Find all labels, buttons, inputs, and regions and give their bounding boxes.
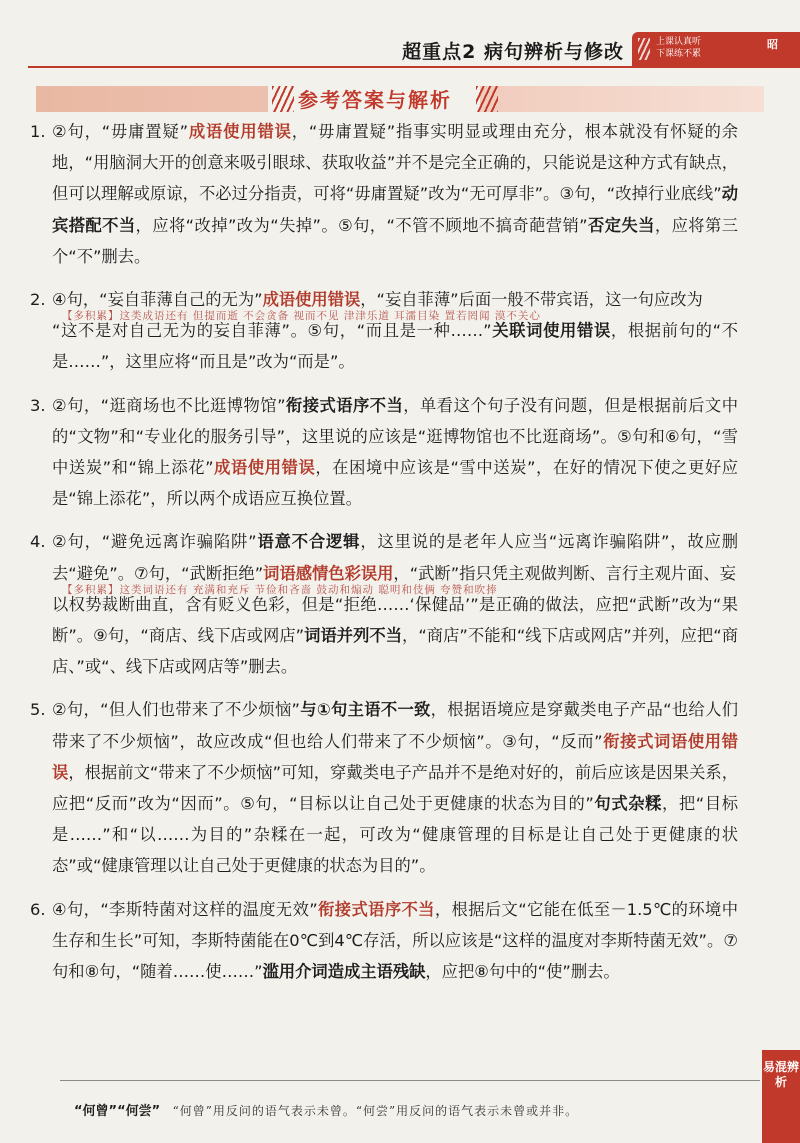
- answer-text: ②句，“毋庸置疑”: [52, 122, 189, 141]
- tag-slogan: [656, 36, 701, 60]
- side-tab: 易混辨析: [762, 1050, 800, 1143]
- answer-text: ，根据后文“它能在低至－1.5℃的环境中生存和生长”可知，李斯特菌能在0℃到4℃存活，所以应该是“这样的温度对李斯特菌无效”。⑦句和⑧句，“随着……使……”: [52, 899, 738, 982]
- error-type-label: 衔接式语序不当: [285, 395, 404, 415]
- section-title: 参考答案与解析: [298, 88, 452, 112]
- footer-term-2: “何尝”: [117, 1104, 161, 1119]
- error-type-highlight: 词语感情色彩误用: [263, 563, 394, 583]
- error-type-highlight: 成语使用错误: [262, 290, 361, 310]
- header-divider: [28, 66, 800, 68]
- slash-left-decoration: [272, 86, 294, 112]
- answer-number: 6.: [30, 899, 46, 919]
- answer-item: [30, 390, 738, 515]
- answer-text: ，“商店”不能和“线下店或网店”并列，应把“商店、”或“、线下店或网店等”删去。: [52, 626, 738, 677]
- answer-text: ，“毋庸置疑”指事实明显或理由充分，根本就没有怀疑的余地，“用脑洞大开的创意来吸引眼球、获取收益”并不是完全正确的，只能说是这种方式有缺点，但可以理解或原谅，不必过分指责，可将“毋庸置疑”改为“无可厚非”。③句，“改掉行业底线”: [52, 122, 738, 204]
- answer-text: ④句，“李斯特菌对这样的温度无效”: [52, 899, 318, 919]
- tag-line-2: 下课练不累: [656, 49, 702, 59]
- answer-text: ，把“目标是……”和“以……为目的”杂糅在一起，可改为“健康管理的目标是让自己处于更健康的状态”或“健康管理以让自己处于更健康的状态为目的”。: [52, 794, 738, 876]
- footer-handwritten-note: “何曾”用反问的语气表示未曾。“何尝”用反问的语气表示未曾或并非。: [172, 1104, 579, 1118]
- error-type-label: 滥用介词造成主语残缺: [262, 962, 426, 982]
- answer-item: [30, 894, 738, 988]
- answer-number: 1.: [30, 122, 46, 141]
- answer-number: 4.: [30, 532, 46, 552]
- answer-number: 2.: [30, 290, 46, 310]
- error-type-label: 词语并列不当: [304, 626, 403, 646]
- handwritten-note: 【多积累】这类词语还有 充满和充斥 节俭和吝啬 鼓动和煽动 聪明和伎俩 夸赞和吹捧: [62, 583, 498, 596]
- answer-text: ，根据前文“带来了不少烦恼”可知，穿戴类电子产品并不是绝对好的，前后应该是因果关系，应把“反而”改为“因而”。⑤句，“目标以让自己处于更健康的状态为目的”: [52, 762, 738, 814]
- answer-text: 以权势裁断曲直，含有贬义色彩，但是“拒绝……‘保健品’”是正确的做法，应把“武断”改为“果断”。⑨句，“商店、线下店或网店”: [52, 594, 738, 646]
- answer-item: [30, 284, 738, 378]
- answer-text: “这不是对自己无为的妄自菲薄”。⑤句，“而且是一种……”: [52, 321, 492, 341]
- stripe-decoration: [638, 38, 650, 60]
- error-type-label: 与①句主语不一致: [299, 700, 431, 720]
- answer-text: ，应把⑧句中的“使”删去。: [425, 962, 620, 982]
- chapter-title: 超重点2 病句辨析与修改: [402, 41, 624, 63]
- answer-list: [30, 116, 738, 987]
- publisher-logo-icon: 昭: [767, 38, 778, 51]
- answer-number: 5.: [30, 700, 46, 720]
- error-type-highlight: 成语使用错误: [213, 458, 316, 478]
- chapter-tag: [632, 32, 800, 66]
- footer-term-1: “何曾”: [74, 1104, 118, 1119]
- answer-item: [30, 694, 738, 881]
- error-type-label: 否定失当: [587, 215, 655, 235]
- answer-text: ，“妄自菲薄”后面一般不带宾语，这一句应改为: [360, 290, 703, 310]
- tag-line-1: 上课认真听: [656, 37, 702, 47]
- answer-item: [30, 116, 738, 272]
- answer-text: ，根据语境应是穿戴类电子产品“也给人们带来了不少烦恼”，故应改成“但也给人们带来了不少烦恼”。③句，“反而”: [52, 700, 738, 751]
- answer-item: [30, 526, 738, 682]
- error-type-highlight: 成语使用错误: [188, 122, 292, 141]
- footer-note: [74, 1100, 578, 1119]
- answer-text: ，应将“改掉”改为“失掉”。⑤句，“不管不顾地不搞奇葩营销”: [135, 215, 588, 235]
- answer-text: ，单看这个句子没有问题，但是根据前后文中的“文物”和“专业化的服务引导”，这里说的应该是“逛博物馆也不比逛商场”。⑤句和⑥句，“雪中送炭”和“锦上添花”: [52, 395, 738, 478]
- answer-text: ，在困境中应该是“雪中送炭”，在好的情况下使之更好应是“锦上添花”，所以两个成语应互换位置。: [52, 458, 738, 509]
- error-type-highlight: 衔接式词语使用错误: [52, 731, 738, 782]
- error-type-label: 句式杂糅: [593, 794, 662, 814]
- answer-text: ②句，“但人们也带来了不少烦恼”: [52, 700, 300, 720]
- answer-text: ②句，“避免远离诈骗陷阱”: [52, 532, 257, 552]
- answer-number: 3.: [30, 395, 46, 415]
- footer-divider: [60, 1080, 760, 1081]
- error-type-label: 动宾搭配不当: [52, 184, 738, 235]
- answer-text: ，“武断”指只凭主观做判断、言行主观片面、妄: [393, 563, 736, 583]
- answer-text: ④句，“妄自菲薄自己的无为”: [52, 290, 263, 310]
- answer-text: ，应将第三个“不”删去。: [52, 215, 738, 266]
- error-type-label: 关联词使用错误: [491, 321, 611, 341]
- slash-right-decoration: [476, 86, 498, 112]
- handwritten-note: 【多积累】这类成语还有 但提而逝 不会贪备 视而不见 津津乐道 耳濡目染 置若罔闻 漠不关心: [62, 310, 541, 323]
- answer-text: ②句，“逛商场也不比逛博物馆”: [52, 395, 286, 415]
- error-type-label: 语意不合逻辑: [256, 532, 361, 552]
- answer-text: ，这里说的是老年人应当“远离诈骗陷阱”，故应删去“避免”。⑦句，“武断拒绝”: [52, 532, 738, 583]
- error-type-highlight: 衔接式语序不当: [317, 899, 435, 919]
- answer-text: ，根据前句的“不是……”，这里应将“而且是”改为“而是”。: [52, 321, 739, 372]
